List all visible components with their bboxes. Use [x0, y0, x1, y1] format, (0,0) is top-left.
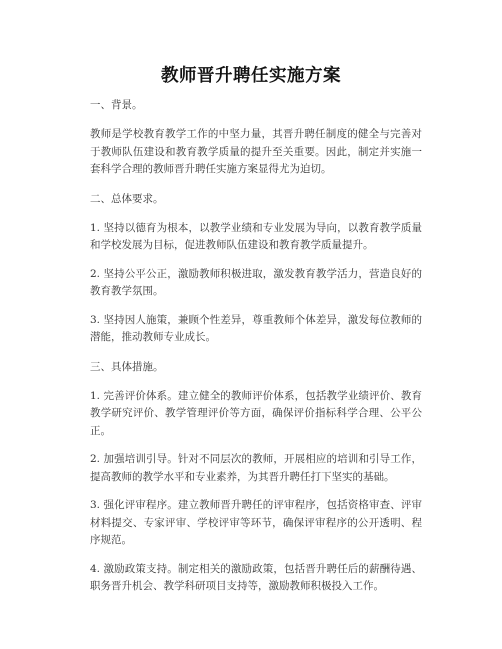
measures-item-1: 1. 完善评价体系。建立健全的教师评价体系，包括教学业绩评价、教育教学研究评价、教学管理评价等方面，确保评价指标科学合理、公平公正。 [90, 389, 422, 437]
section-heading-measures: 三、具体措施。 [90, 360, 164, 373]
general-item-2: 2. 坚持公平公正，激励教师积极进取，激发教育教学活力，营造良好的教育教学氛围。 [90, 267, 422, 297]
measures-item-4: 4. 激励政策支持。制定相关的激励政策，包括晋升聘任后的薪酬待遇、职务晋升机会、教学科研项目支持等，激励教师积极投入工作。 [90, 562, 422, 592]
general-item-3: 3. 坚持因人施策，兼顾个性差异，尊重教师个体差异，激发每位教师的潜能，推动教师专业成长。 [90, 313, 422, 343]
section-heading-background: 一、背景。 [90, 99, 143, 111]
section-heading-general: 二、总体要求。 [90, 192, 164, 205]
document-title: 教师晋升聘任实施方案 [161, 66, 341, 86]
background-paragraph: 教师是学校教育教学工作的中坚力量，其晋升聘任制度的健全与完善对于教师队伍建设和教育教学质量的提升至关重要。因此，制定并实施一套科学合理的教师晋升聘任实施方案显得尤为迫切。 [90, 128, 422, 175]
measures-item-3: 3. 强化评审程序。建立教师晋升聘任的评审程序，包括资格审查、评审材料提交、专家评审、学校评审等环节，确保评审程序的公开透明、程序规范。 [90, 499, 422, 546]
measures-item-2: 2. 加强培训引导。针对不同层次的教师，开展相应的培训和引导工作，提高教师的教学水平和专业素养，为其晋升聘任打下坚实的基础。 [90, 453, 422, 483]
document-body [90, 97, 422, 596]
general-item-1: 1. 坚持以德育为根本，以教学业绩和专业发展为导向，以教育教学质量和学校发展为目标，促进教师队伍建设和教育教学质量提升。 [90, 221, 422, 251]
